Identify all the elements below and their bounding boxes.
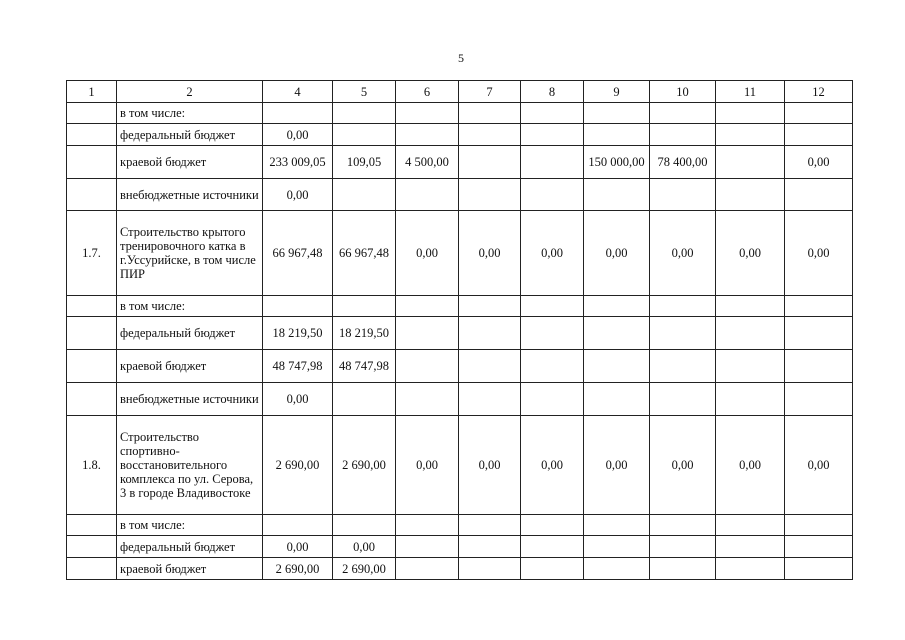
value-cell: 0,00 xyxy=(650,416,716,515)
value-cell xyxy=(333,515,396,536)
value-cell xyxy=(333,296,396,317)
value-cell xyxy=(785,350,853,383)
value-cell xyxy=(716,146,785,179)
table-row xyxy=(67,124,853,146)
value-cell xyxy=(785,296,853,317)
value-cell: 0,00 xyxy=(263,536,333,558)
value-cell: 0,00 xyxy=(716,416,785,515)
table-row xyxy=(67,103,853,124)
row-index-cell xyxy=(67,558,117,580)
row-index-cell: 1.8. xyxy=(67,416,117,515)
value-cell xyxy=(333,103,396,124)
value-cell xyxy=(650,179,716,211)
value-cell xyxy=(396,296,459,317)
value-cell: 66 967,48 xyxy=(263,211,333,296)
table-row xyxy=(67,146,853,179)
row-index-cell xyxy=(67,350,117,383)
value-cell xyxy=(521,536,584,558)
value-cell: 4 500,00 xyxy=(396,146,459,179)
value-cell xyxy=(459,317,521,350)
value-cell xyxy=(716,124,785,146)
value-cell xyxy=(716,296,785,317)
value-cell xyxy=(584,515,650,536)
table-row xyxy=(67,383,853,416)
value-cell xyxy=(521,350,584,383)
value-cell: 0,00 xyxy=(785,416,853,515)
value-cell: 0,00 xyxy=(459,211,521,296)
value-cell xyxy=(650,124,716,146)
header-cell: 4 xyxy=(263,81,333,103)
value-cell xyxy=(584,296,650,317)
row-name-cell: краевой бюджет xyxy=(117,350,263,383)
value-cell xyxy=(459,296,521,317)
value-cell xyxy=(263,103,333,124)
value-cell: 0,00 xyxy=(396,416,459,515)
header-cell: 10 xyxy=(650,81,716,103)
value-cell: 0,00 xyxy=(521,211,584,296)
table-row xyxy=(67,317,853,350)
table-row xyxy=(67,211,853,296)
value-cell xyxy=(650,296,716,317)
header-cell: 5 xyxy=(333,81,396,103)
table-row xyxy=(67,350,853,383)
value-cell xyxy=(785,536,853,558)
header-row xyxy=(67,81,853,103)
table-row xyxy=(67,296,853,317)
value-cell: 233 009,05 xyxy=(263,146,333,179)
value-cell xyxy=(459,146,521,179)
table-body xyxy=(67,81,853,580)
value-cell xyxy=(785,124,853,146)
value-cell xyxy=(396,558,459,580)
header-cell: 11 xyxy=(716,81,785,103)
value-cell xyxy=(785,383,853,416)
row-name-cell: краевой бюджет xyxy=(117,558,263,580)
value-cell xyxy=(396,515,459,536)
value-cell xyxy=(521,103,584,124)
value-cell: 0,00 xyxy=(263,179,333,211)
value-cell: 0,00 xyxy=(584,416,650,515)
value-cell xyxy=(521,383,584,416)
table-row xyxy=(67,179,853,211)
value-cell xyxy=(584,383,650,416)
value-cell xyxy=(396,179,459,211)
row-index-cell xyxy=(67,146,117,179)
value-cell xyxy=(785,317,853,350)
row-index-cell xyxy=(67,296,117,317)
value-cell xyxy=(584,317,650,350)
value-cell xyxy=(584,179,650,211)
value-cell xyxy=(716,383,785,416)
value-cell xyxy=(333,179,396,211)
value-cell xyxy=(716,350,785,383)
row-name-cell: краевой бюджет xyxy=(117,146,263,179)
value-cell xyxy=(785,558,853,580)
value-cell xyxy=(396,383,459,416)
row-index-cell: 1.7. xyxy=(67,211,117,296)
value-cell xyxy=(459,536,521,558)
row-name-cell: в том числе: xyxy=(117,515,263,536)
header-cell: 6 xyxy=(396,81,459,103)
value-cell xyxy=(650,515,716,536)
budget-table xyxy=(66,80,853,580)
value-cell: 0,00 xyxy=(263,124,333,146)
row-index-cell xyxy=(67,124,117,146)
header-cell: 9 xyxy=(584,81,650,103)
value-cell xyxy=(263,515,333,536)
row-index-cell xyxy=(67,317,117,350)
value-cell: 18 219,50 xyxy=(333,317,396,350)
header-cell: 1 xyxy=(67,81,117,103)
row-name-cell: в том числе: xyxy=(117,296,263,317)
value-cell xyxy=(263,296,333,317)
value-cell xyxy=(716,536,785,558)
value-cell: 0,00 xyxy=(584,211,650,296)
value-cell xyxy=(650,103,716,124)
row-name-cell: федеральный бюджет xyxy=(117,317,263,350)
value-cell xyxy=(521,179,584,211)
value-cell xyxy=(459,124,521,146)
value-cell: 0,00 xyxy=(396,211,459,296)
value-cell xyxy=(459,350,521,383)
row-index-cell xyxy=(67,383,117,416)
value-cell xyxy=(650,536,716,558)
row-name-cell: Строительство спортивно-восстановительного комплекса по ул. Серова, 3 в городе Владивостоке xyxy=(117,416,263,515)
value-cell xyxy=(396,103,459,124)
value-cell: 18 219,50 xyxy=(263,317,333,350)
value-cell xyxy=(716,558,785,580)
value-cell xyxy=(459,515,521,536)
value-cell xyxy=(716,179,785,211)
value-cell xyxy=(396,350,459,383)
value-cell xyxy=(396,124,459,146)
row-index-cell xyxy=(67,515,117,536)
value-cell xyxy=(521,317,584,350)
value-cell: 78 400,00 xyxy=(650,146,716,179)
value-cell: 0,00 xyxy=(650,211,716,296)
value-cell xyxy=(785,103,853,124)
value-cell: 0,00 xyxy=(459,416,521,515)
value-cell: 2 690,00 xyxy=(263,416,333,515)
row-index-cell xyxy=(67,536,117,558)
value-cell: 2 690,00 xyxy=(333,558,396,580)
table-row xyxy=(67,416,853,515)
row-name-cell: внебюджетные источники xyxy=(117,179,263,211)
value-cell xyxy=(650,350,716,383)
value-cell xyxy=(521,146,584,179)
value-cell xyxy=(584,350,650,383)
value-cell xyxy=(584,558,650,580)
value-cell xyxy=(650,383,716,416)
row-name-cell: внебюджетные источники xyxy=(117,383,263,416)
row-index-cell xyxy=(67,103,117,124)
value-cell xyxy=(396,317,459,350)
header-cell: 7 xyxy=(459,81,521,103)
value-cell xyxy=(650,558,716,580)
value-cell xyxy=(459,558,521,580)
value-cell: 2 690,00 xyxy=(333,416,396,515)
value-cell: 0,00 xyxy=(785,211,853,296)
row-name-cell: Строительство крытого тренировочного катка в г.Уссурийске, в том числе ПИР xyxy=(117,211,263,296)
value-cell: 150 000,00 xyxy=(584,146,650,179)
value-cell: 0,00 xyxy=(785,146,853,179)
header-cell: 8 xyxy=(521,81,584,103)
value-cell xyxy=(396,536,459,558)
value-cell: 48 747,98 xyxy=(263,350,333,383)
value-cell: 2 690,00 xyxy=(263,558,333,580)
header-cell: 12 xyxy=(785,81,853,103)
value-cell: 109,05 xyxy=(333,146,396,179)
header-cell: 2 xyxy=(117,81,263,103)
value-cell xyxy=(716,317,785,350)
value-cell xyxy=(521,515,584,536)
value-cell xyxy=(785,179,853,211)
row-name-cell: в том числе: xyxy=(117,103,263,124)
page-number: 5 xyxy=(458,51,464,65)
value-cell xyxy=(650,317,716,350)
row-index-cell xyxy=(67,179,117,211)
table-row xyxy=(67,536,853,558)
value-cell xyxy=(459,103,521,124)
value-cell: 48 747,98 xyxy=(333,350,396,383)
table-row xyxy=(67,515,853,536)
value-cell xyxy=(459,179,521,211)
value-cell xyxy=(716,515,785,536)
row-name-cell: федеральный бюджет xyxy=(117,536,263,558)
value-cell xyxy=(521,558,584,580)
value-cell xyxy=(584,103,650,124)
value-cell: 0,00 xyxy=(716,211,785,296)
value-cell xyxy=(333,383,396,416)
value-cell xyxy=(521,124,584,146)
value-cell: 0,00 xyxy=(521,416,584,515)
value-cell xyxy=(333,124,396,146)
value-cell: 66 967,48 xyxy=(333,211,396,296)
value-cell xyxy=(716,103,785,124)
value-cell xyxy=(459,383,521,416)
value-cell xyxy=(785,515,853,536)
row-name-cell: федеральный бюджет xyxy=(117,124,263,146)
value-cell xyxy=(584,124,650,146)
value-cell xyxy=(584,536,650,558)
value-cell: 0,00 xyxy=(333,536,396,558)
table-row xyxy=(67,558,853,580)
value-cell: 0,00 xyxy=(263,383,333,416)
value-cell xyxy=(521,296,584,317)
